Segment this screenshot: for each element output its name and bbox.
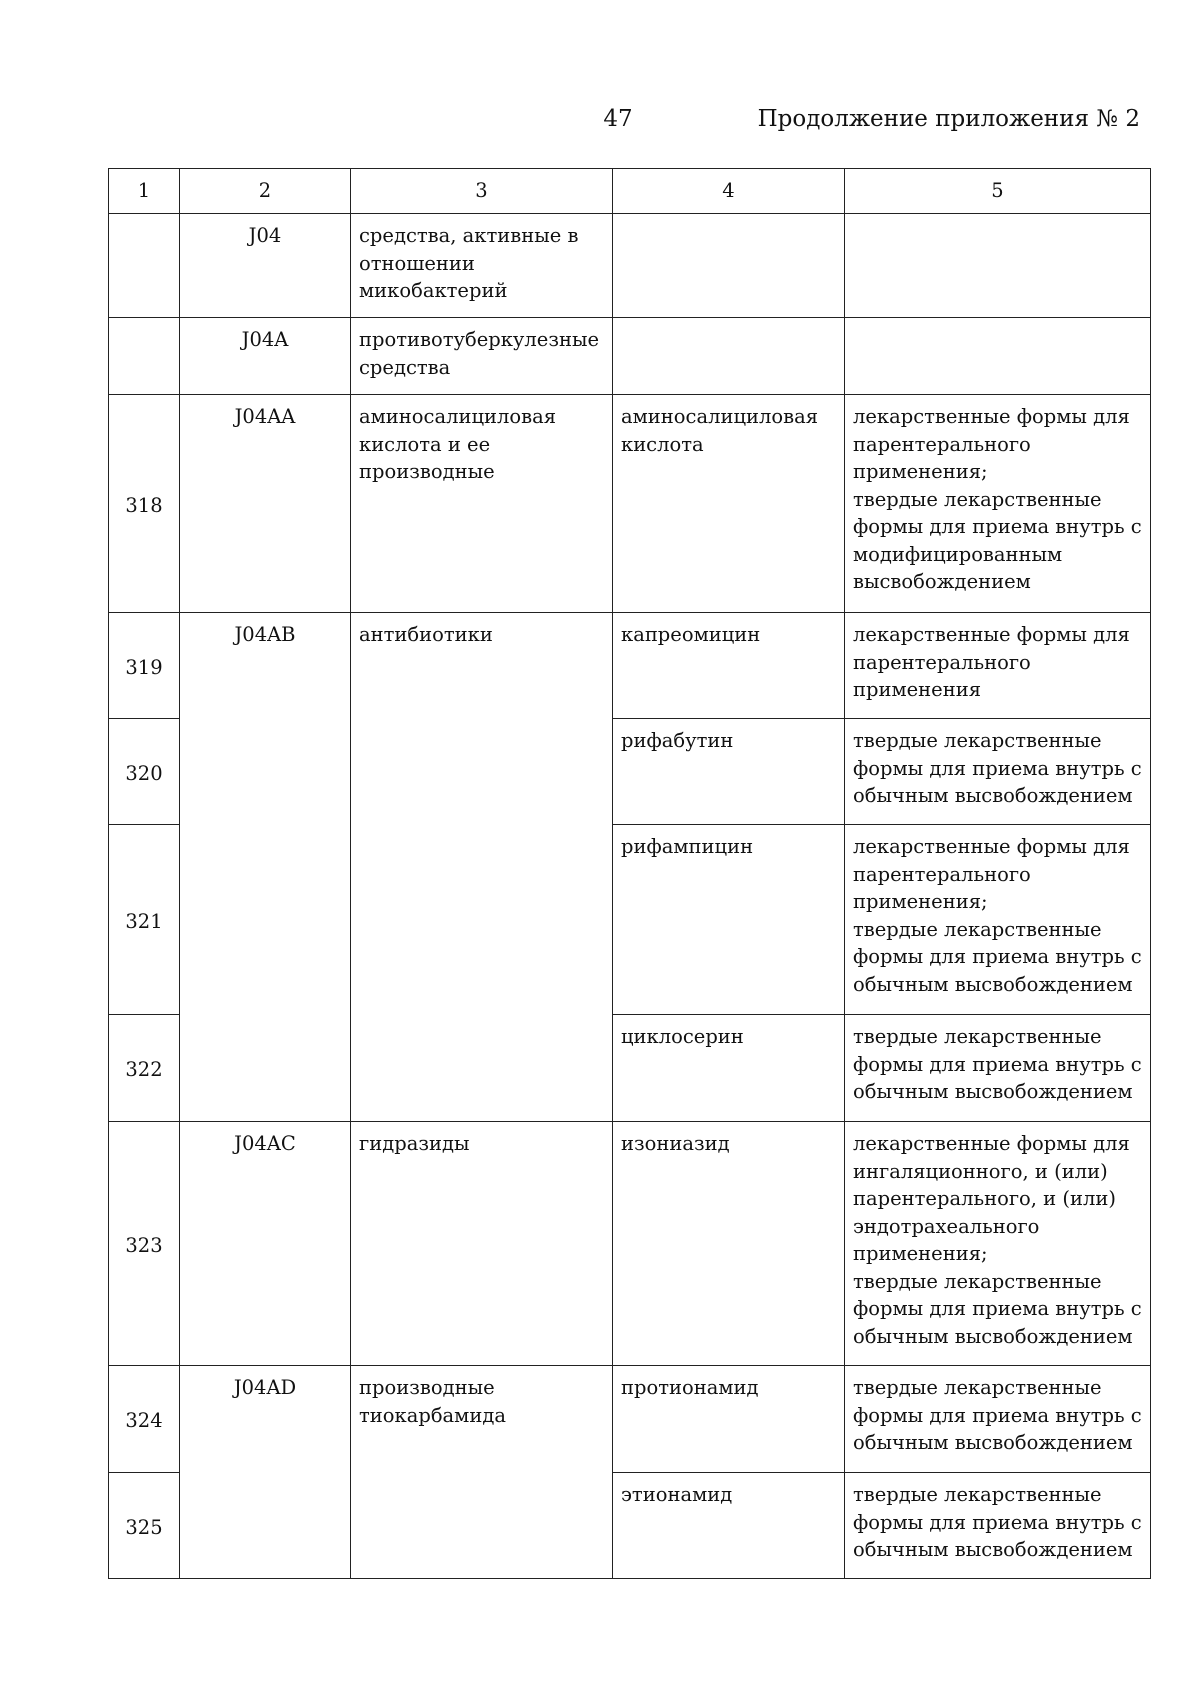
dosage-form-cell	[845, 613, 1151, 719]
dosage-form-line: твердые лекарственные формы для приема внутрь с модифицированным высвобождением	[853, 487, 1142, 593]
row-number-cell: 323	[109, 1122, 180, 1366]
dosage-form-cell	[845, 214, 1151, 318]
dosage-form-cell	[845, 719, 1151, 825]
drug-cell: рифампицин	[613, 825, 845, 1015]
row-number-cell	[109, 214, 180, 318]
atc-code-cell: J04AC	[180, 1122, 351, 1366]
row-number-cell: 320	[109, 719, 180, 825]
row-number-cell: 324	[109, 1366, 180, 1473]
dosage-form-line: твердые лекарственные формы для приема внутрь с обычным высвобождением	[853, 1483, 1142, 1561]
dosage-form-cell	[845, 1015, 1151, 1122]
dosage-form-cell	[845, 1366, 1151, 1473]
drug-cell: аминосалициловая кислота	[613, 395, 845, 613]
group-name-cell: гидразиды	[351, 1122, 613, 1366]
drug-cell: изониазид	[613, 1122, 845, 1366]
atc-code-cell: J04	[180, 214, 351, 318]
dosage-form-line: твердые лекарственные формы для приема внутрь с обычным высвобождением	[853, 1025, 1142, 1103]
dosage-form-cell	[845, 395, 1151, 613]
atc-code-cell: J04AA	[180, 395, 351, 613]
row-number-cell: 321	[109, 825, 180, 1015]
dosage-form-line: лекарственные формы для ингаляционного, и (или) парентерального, и (или) эндотрахеального применения;	[853, 1132, 1130, 1265]
row-number-cell: 318	[109, 395, 180, 613]
group-name-cell: антибиотики	[351, 613, 613, 1122]
table-row	[109, 318, 1151, 395]
medicines-table	[108, 168, 1151, 1579]
table-row	[109, 214, 1151, 318]
row-number-cell: 322	[109, 1015, 180, 1122]
atc-code-cell: J04A	[180, 318, 351, 395]
page-number: 47	[603, 106, 633, 132]
table-row	[109, 1122, 1151, 1366]
column-header: 4	[613, 169, 845, 214]
row-number-cell: 319	[109, 613, 180, 719]
table-row	[109, 395, 1151, 613]
table-header-row	[109, 169, 1151, 214]
column-header: 1	[109, 169, 180, 214]
row-number-cell: 325	[109, 1473, 180, 1579]
dosage-form-cell	[845, 1473, 1151, 1579]
dosage-form-cell	[845, 825, 1151, 1015]
group-name-cell: средства, активные в отношении микобактерий	[351, 214, 613, 318]
drug-cell: капреомицин	[613, 613, 845, 719]
group-name-cell: производные тиокарбамида	[351, 1366, 613, 1579]
dosage-form-line: твердые лекарственные формы для приема внутрь с обычным высвобождением	[853, 1269, 1142, 1348]
column-header: 2	[180, 169, 351, 214]
group-name-cell: аминосалициловая кислота и ее производные	[351, 395, 613, 613]
drug-cell: протионамид	[613, 1366, 845, 1473]
drug-cell	[613, 318, 845, 395]
drug-cell: этионамид	[613, 1473, 845, 1579]
dosage-form-cell	[845, 1122, 1151, 1366]
dosage-form-line: твердые лекарственные формы для приема внутрь с обычным высвобождением	[853, 729, 1142, 807]
table-row	[109, 1366, 1151, 1473]
atc-code-cell: J04AB	[180, 613, 351, 1122]
dosage-form-line: лекарственные формы для парентерального применения	[853, 623, 1130, 701]
dosage-form-cell	[845, 318, 1151, 395]
appendix-continuation-note: Продолжение приложения № 2	[757, 106, 1140, 132]
column-header: 3	[351, 169, 613, 214]
drug-cell: циклосерин	[613, 1015, 845, 1122]
group-name-cell: противотуберкулезные средства	[351, 318, 613, 395]
dosage-form-line: твердые лекарственные формы для приема внутрь с обычным высвобождением	[853, 917, 1142, 996]
drug-cell	[613, 214, 845, 318]
dosage-form-line: лекарственные формы для парентерального применения;	[853, 835, 1130, 913]
row-number-cell	[109, 318, 180, 395]
atc-code-cell: J04AD	[180, 1366, 351, 1579]
dosage-form-line: лекарственные формы для парентерального применения;	[853, 405, 1130, 483]
table-row	[109, 613, 1151, 719]
dosage-form-line: твердые лекарственные формы для приема внутрь с обычным высвобождением	[853, 1376, 1142, 1454]
column-header: 5	[845, 169, 1151, 214]
drug-cell: рифабутин	[613, 719, 845, 825]
